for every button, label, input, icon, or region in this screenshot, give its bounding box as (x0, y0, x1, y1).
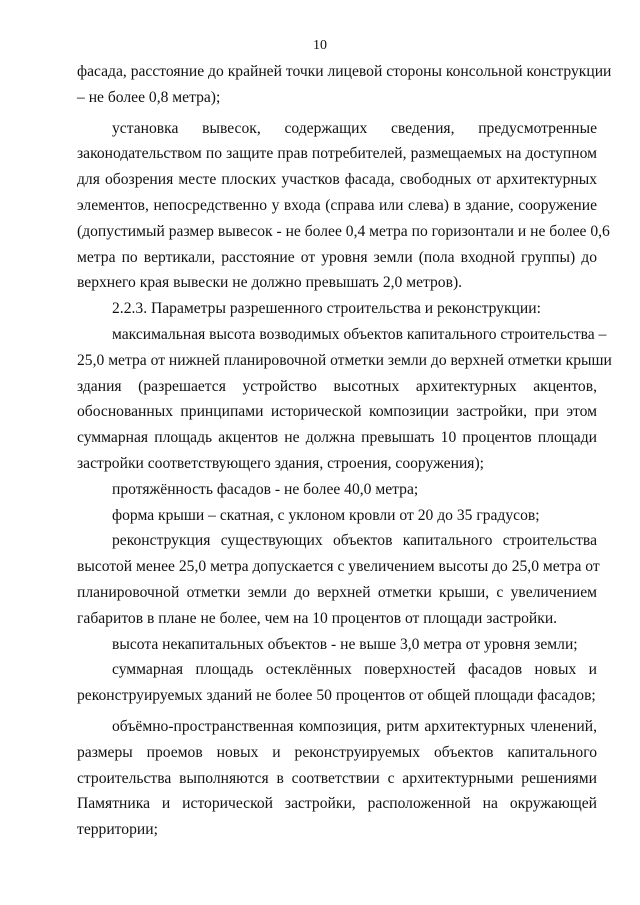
text-line: верхнего края вывески не должно превышать 2,0 метров). (77, 274, 463, 292)
text-line: строительства выполняются в соответствии с архитектурными решениями (77, 769, 597, 787)
text-line: Памятника и исторической застройки, расположенной на окружающей (77, 795, 597, 813)
text-line: реконструируемых зданий не более 50 процентов от общей площади фасадов; (77, 687, 596, 705)
text-line: реконструкция существующих объектов капитального строительства (112, 532, 597, 550)
text-line: для обозрения месте плоских участков фасада, свободных от архитектурных (77, 171, 597, 189)
text-line: установка вывесок, содержащих сведения, предусмотренные (112, 119, 597, 137)
text-line: максимальная высота возводимых объектов капитального строительства – (112, 325, 607, 343)
text-line: высотой менее 25,0 метра допускается с увеличением высоты до 25,0 метра от (77, 558, 600, 576)
text-line: обоснованных принципами исторической композиции застройки, при этом (77, 403, 597, 421)
text-line: здания (разрешается устройство высотных архитектурных акцентов, (77, 377, 597, 395)
text-line: высота некапитальных объектов - не выше 3,0 метра от уровня земли; (112, 635, 578, 653)
text-line: форма крыши – скатная, с уклоном кровли от 20 до 35 градусов; (112, 506, 540, 524)
page-number: 10 (313, 38, 327, 53)
text-line: суммарная площадь акцентов не должна превышать 10 процентов площади (77, 429, 597, 447)
section-heading: 2.2.3. Параметры разрешенного строительства и реконструкции: (112, 300, 541, 318)
text-line: – не более 0,8 метра); (77, 88, 221, 106)
text-line: размеры проемов новых и реконструируемых объектов капитального (77, 743, 597, 761)
text-line: 25,0 метра от нижней планировочной отметки земли до верхней отметки крыши (77, 351, 612, 369)
text-line: элементов, непосредственно у входа (справа или слева) в здание, сооружение (77, 196, 597, 214)
text-line: габаритов в плане не более, чем на 10 процентов от площади застройки. (77, 609, 558, 627)
text-line: суммарная площадь остеклённых поверхностей фасадов новых и (112, 661, 597, 679)
text-line: фасада, расстояние до крайней точки лицевой стороны консольной конструкции (77, 63, 612, 80)
text-line: территории; (77, 821, 158, 839)
text-line: законодательством по защите прав потребителей, размещаемых на доступном (77, 145, 597, 163)
document-body (77, 59, 612, 843)
text-line: протяжённость фасадов - не более 40,0 метра; (112, 480, 419, 498)
text-line: метра по вертикали, расстояние от уровня земли (пола входной группы) до (77, 248, 597, 266)
text-line: (допустимый размер вывесок - не более 0,4 метра по горизонтали и не более 0,6 (77, 222, 610, 240)
text-line: планировочной отметки земли до верхней отметки крыши, с увеличением (77, 583, 597, 601)
text-line: объёмно-пространственная композиция, ритм архитектурных членений, (112, 717, 597, 735)
text-line: застройки соответствующего здания, строения, сооружения); (77, 454, 484, 472)
